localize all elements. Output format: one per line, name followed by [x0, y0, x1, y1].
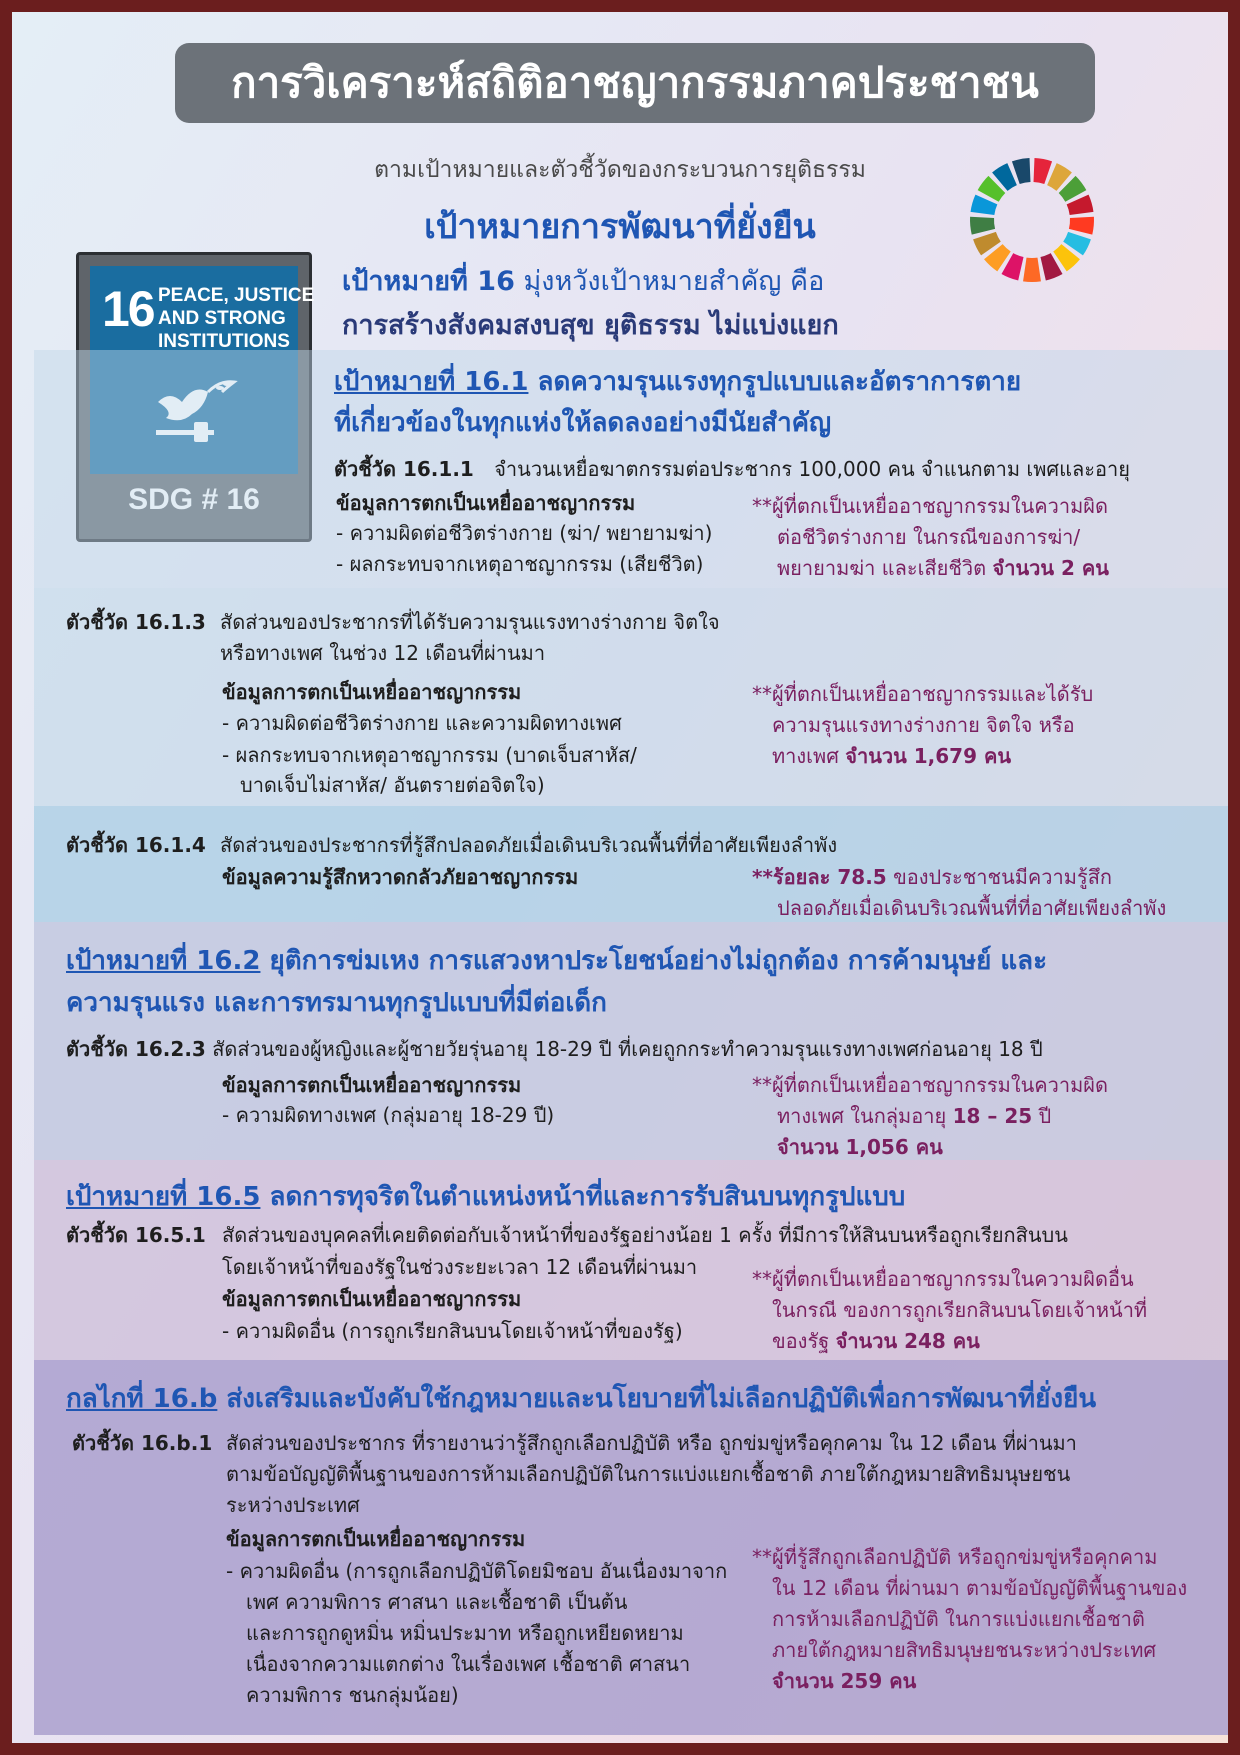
- note-line: **ผู้ที่ตกเป็นเหยื่ออาชญากรรมในความผิด: [752, 1073, 1108, 1097]
- goal-16-intro: [342, 260, 839, 348]
- indicator-label: ตัวชี้วัด 16.1.1: [334, 457, 474, 481]
- data-title: ข้อมูลการตกเป็นเหยื่ออาชญากรรม: [222, 1073, 522, 1097]
- note-line: **ผู้ที่ตกเป็นเหยื่ออาชญากรรมในความผิดอื่น: [752, 1267, 1134, 1291]
- sdg-wheel-segment: [970, 217, 995, 235]
- indicator-text: หรือทางเพศ ในช่วง 12 เดือนที่ผ่านมา: [220, 641, 546, 665]
- target-16-b-heading: [66, 1378, 1096, 1420]
- note-line-with-count: [777, 553, 1109, 584]
- target-16-b-text: ส่งเสริมและบังคับใช้กฎหมายและนโยบายที่ไม่เลือกปฏิบัติเพื่อการพัฒนาที่ยั่งยืน: [226, 1384, 1097, 1414]
- page-title: การวิเคราะห์สถิติอาชญากรรมภาคประชาชน: [175, 43, 1095, 123]
- data-item: - ความผิดอื่น (การถูกเลือกปฏิบัติโดยมิชอบ อันเนื่องมาจาก: [226, 1559, 728, 1583]
- data-item: ความพิการ ชนกลุ่มน้อย): [246, 1683, 459, 1707]
- data-title: ข้อมูลการตกเป็นเหยื่ออาชญากรรม: [336, 491, 636, 515]
- sdg16-title-line: AND STRONG: [158, 308, 286, 329]
- data-item: - ความผิดทางเพศ (กลุ่มอายุ 18-29 ปี): [222, 1103, 555, 1127]
- data-item: เนื่องจากความแตกต่าง ในเรื่องเพศ เชื้อชาติ ศาสนา: [246, 1652, 691, 1676]
- data-item: บาดเจ็บไม่สาหัส/ อันตรายต่อจิตใจ): [240, 773, 545, 797]
- target-16-2-text: ยุติการข่มเหง การแสวงหาประโยชน์อย่างไม่ถูกต้อง การค้ามนุษย์ และ: [269, 946, 1048, 976]
- note-line: ภายใต้กฎหมายสิทธิมนุษยชนระหว่างประเทศ: [772, 1638, 1157, 1662]
- note-age-range: 18 – 25: [952, 1104, 1033, 1128]
- data-title: ข้อมูลการตกเป็นเหยื่ออาชญากรรม: [222, 1287, 522, 1311]
- sdg-wheel-segment: [1069, 217, 1094, 235]
- note-text: ทางเพศ ในกลุ่มอายุ: [777, 1104, 947, 1128]
- note-prefix: **: [752, 865, 773, 889]
- note-text: ทางเพศ: [772, 744, 839, 768]
- goal-16-statement: การสร้างสังคมสงบสุข ยุติธรรม ไม่แบ่งแยก: [342, 310, 839, 341]
- note-text: พยายามฆ่า และเสียชีวิต: [777, 556, 987, 580]
- target-16-5-text: ลดการทุจริตในตำแหน่งหน้าที่และการรับสินบนทุกรูปแบบ: [269, 1182, 906, 1212]
- indicator-label: ตัวชี้วัด 16.2.3: [66, 1037, 206, 1061]
- indicator-text: สัดส่วนของประชากรที่ได้รับความรุนแรงทางร่างกาย จิตใจ: [220, 610, 720, 634]
- indicator-text: สัดส่วนของผู้หญิงและผู้ชายวัยรุ่นอายุ 18-29 ปี ที่เคยถูกกระทำความรุนแรงทางเพศก่อนอายุ 18 ปี: [212, 1037, 1043, 1061]
- goal-16-lead: มุ่งหวังเป้าหมายสำคัญ คือ: [523, 266, 825, 297]
- target-16-1-text: ลดความรุนแรงทุกรูปแบบและอัตราการตาย: [537, 367, 1022, 397]
- data-item: และการถูกดูหมิ่น หมิ่นประมาท หรือถูกเหยียดหยาม: [246, 1621, 684, 1645]
- data-item: เพศ ความพิการ ศาสนา และเชื้อชาติ เป็นต้น: [246, 1590, 628, 1614]
- data-title: ข้อมูลการตกเป็นเหยื่ออาชญากรรม: [226, 1527, 526, 1551]
- note-line: ปลอดภัยเมื่อเดินบริเวณพื้นที่ที่อาศัยเพียงลำพัง: [777, 896, 1167, 920]
- sdg16-label: SDG # 16: [128, 483, 260, 516]
- indicator-text: โดยเจ้าหน้าที่ของรัฐในช่วงระยะเวลา 12 เดือนที่ผ่านมา: [222, 1255, 698, 1279]
- note-percent: ร้อยละ 78.5: [772, 865, 887, 889]
- indicator-text: ตามข้อบัญญัติพื้นฐานของการห้ามเลือกปฏิบัติในการแบ่งแยกเชื้อชาติ ภายใต้กฎหมายสิทธิมนุษยชน: [226, 1462, 1071, 1486]
- sdg16-title-line: INSTITUTIONS: [158, 331, 290, 352]
- sdg-wheel-icon: [967, 155, 1097, 285]
- target-16-2-text-line2: ความรุนแรง และการทรมานทุกรูปแบบที่มีต่อเด็ก: [66, 988, 607, 1018]
- note-line-with-count: [772, 741, 1011, 772]
- note-line: ความรุนแรงทางร่างกาย จิตใจ หรือ: [772, 713, 1075, 737]
- note-line-with-percent: [752, 862, 1112, 893]
- indicator-text: จำนวนเหยื่อฆาตกรรมต่อประชากร 100,000 คน จำแนกตาม เพศและอายุ: [494, 457, 1130, 481]
- indicator-label: ตัวชี้วัด 16.1.4: [66, 833, 206, 857]
- target-16-1-label: เป้าหมายที่ 16.1: [334, 367, 529, 397]
- note-count: จำนวน 2 คน: [992, 556, 1109, 580]
- indicator-label: ตัวชี้วัด 16.5.1: [66, 1223, 206, 1247]
- note-count: จำนวน 248 คน: [835, 1329, 980, 1353]
- data-item: - ความผิดต่อชีวิตร่างกาย และความผิดทางเพศ: [222, 711, 622, 735]
- page-subtitle: ตามเป้าหมายและตัวชี้วัดของกระบวนการยุติธรรม: [374, 157, 866, 183]
- note-count: จำนวน 1,056 คน: [777, 1135, 943, 1159]
- note-line: การห้ามเลือกปฏิบัติ ในการแบ่งแยกเชื้อชาติ: [772, 1607, 1145, 1631]
- target-16-1-heading: [334, 361, 1021, 403]
- note-text: ของประชาชนมีความรู้สึก: [893, 865, 1113, 889]
- note-line: **ผู้ที่รู้สึกถูกเลือกปฏิบัติ หรือถูกข่มขู่หรือคุกคาม: [752, 1545, 1158, 1569]
- indicator-16-1-1: [334, 454, 1130, 484]
- infographic: [12, 12, 1228, 1743]
- data-item: - ความผิดต่อชีวิตร่างกาย (ฆ่า/ พยายามฆ่า): [336, 521, 713, 545]
- target-16-5-label: เป้าหมายที่ 16.5: [66, 1182, 261, 1212]
- sdg-wheel-segment: [1034, 158, 1053, 184]
- indicator-label: ตัวชี้วัด 16.b.1: [72, 1431, 213, 1455]
- data-item: - ผลกระทบจากเหตุอาชญากรรม (บาดเจ็บสาหัส/: [222, 743, 637, 767]
- note-line: **ผู้ที่ตกเป็นเหยื่ออาชญากรรมในความผิด: [752, 494, 1108, 518]
- note-count: จำนวน 1,679 คน: [845, 744, 1012, 768]
- target-16-b-label: กลไกที่ 16.b: [66, 1384, 218, 1414]
- note-line: ใน 12 เดือน ที่ผ่านมา ตามข้อบัญญัติพื้นฐานของ: [772, 1576, 1188, 1600]
- target-16-1-text-line2: ที่เกี่ยวข้องในทุกแห่งให้ลดลงอย่างมีนัยสำคัญ: [334, 408, 832, 438]
- note-count: จำนวน 259 คน: [772, 1669, 917, 1693]
- indicator-label: ตัวชี้วัด 16.1.3: [66, 610, 206, 634]
- sdg16-title-line: PEACE, JUSTICE: [158, 285, 315, 306]
- data-item: - ความผิดอื่น (การถูกเรียกสินบนโดยเจ้าหน้าที่ของรัฐ): [222, 1319, 683, 1343]
- target-16-5-heading: [66, 1176, 905, 1218]
- note-line-with-count: [772, 1326, 980, 1357]
- indicator-16-2-3: [66, 1034, 1043, 1064]
- indicator-text: ระหว่างประเทศ: [226, 1493, 360, 1517]
- indicator-text: สัดส่วนของประชากรที่รู้สึกปลอดภัยเมื่อเดินบริเวณพื้นที่ที่อาศัยเพียงลำพัง: [220, 833, 838, 857]
- sdg16-number: 16: [102, 281, 154, 337]
- goal-16-label: เป้าหมายที่ 16: [342, 266, 515, 297]
- target-16-2-heading: [66, 940, 1047, 982]
- sdg-wheel-segment: [1012, 158, 1031, 184]
- sdg16-title: [158, 284, 314, 353]
- data-title: ข้อมูลความรู้สึกหวาดกลัวภัยอาชญากรรม: [222, 865, 579, 889]
- note-line: ในกรณี ของการถูกเรียกสินบนโดยเจ้าหน้าที่: [772, 1298, 1148, 1322]
- data-title: ข้อมูลการตกเป็นเหยื่ออาชญากรรม: [222, 680, 522, 704]
- note-line: ต่อชีวิตร่างกาย ในกรณีของการฆ่า/: [777, 525, 1081, 549]
- sdg-wheel-segment: [1023, 258, 1041, 282]
- target-16-2-label: เป้าหมายที่ 16.2: [66, 946, 261, 976]
- note-line: **ผู้ที่ตกเป็นเหยื่ออาชญากรรมและได้รับ: [752, 682, 1094, 706]
- indicator-text: สัดส่วนของบุคคลที่เคยติดต่อกับเจ้าหน้าที่ของรัฐอย่างน้อย 1 ครั้ง ที่มีการให้สินบนหรือถูกเรียกสินบน: [222, 1223, 1068, 1247]
- indicator-text: สัดส่วนของประชากร ที่รายงานว่ารู้สึกถูกเลือกปฏิบัติ หรือ ถูกข่มขู่หรือคุกคาม ใน 12 เดือน ที่ผ่านมา: [226, 1431, 1077, 1455]
- note-text: ของรัฐ: [772, 1329, 830, 1353]
- data-item: - ผลกระทบจากเหตุอาชญากรรม (เสียชีวิต): [336, 552, 704, 576]
- page-headline: เป้าหมายการพัฒนาที่ยั่งยืน: [424, 207, 816, 247]
- note-line: [777, 1101, 1051, 1132]
- note-text: ปี: [1038, 1104, 1052, 1128]
